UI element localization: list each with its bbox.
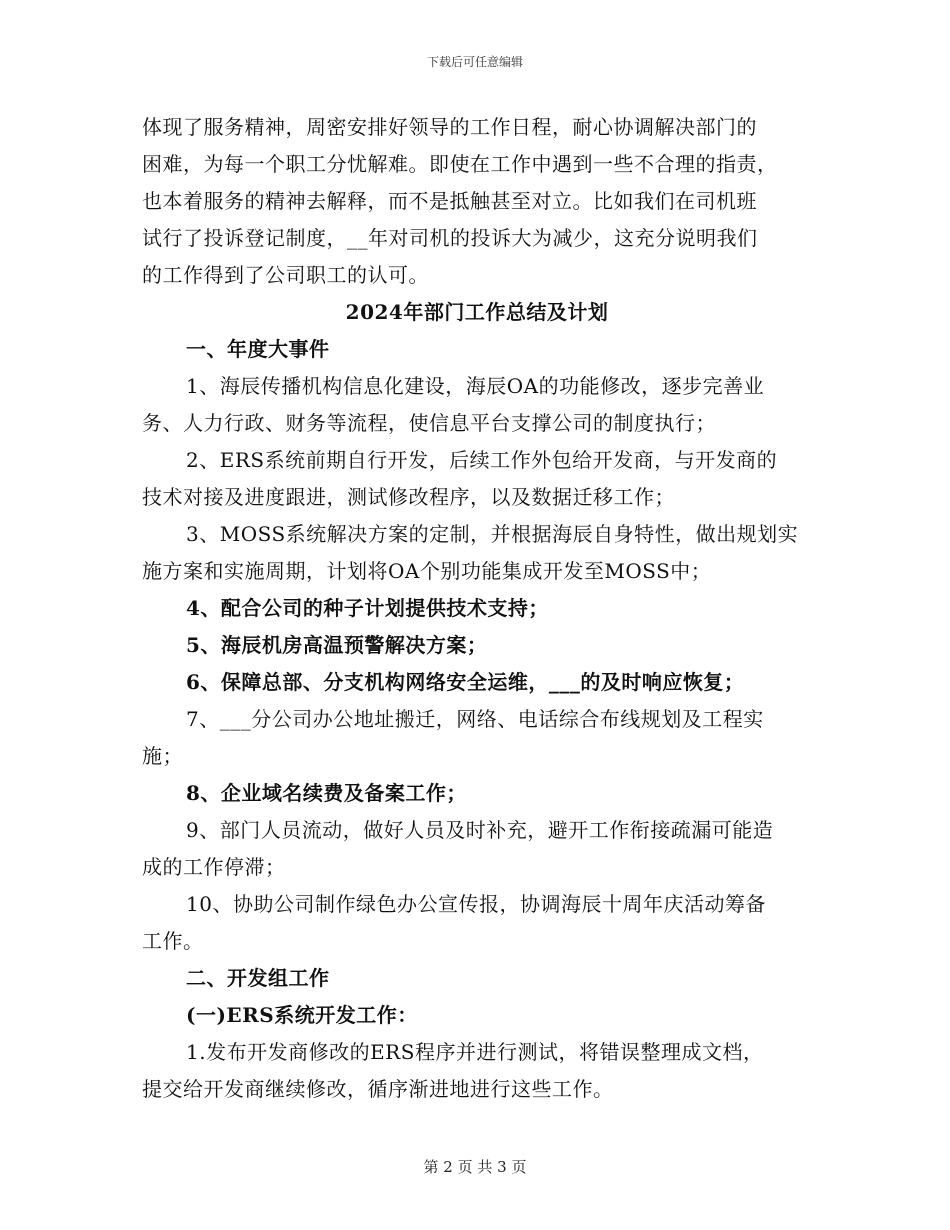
paragraph-line: 1、海辰传播机构信息化建设，海辰OA的功能修改，逐步完善业 — [186, 374, 765, 398]
page-footer: 第 2 页 共 3 页 — [423, 1158, 527, 1176]
paragraph-line: 5、海辰机房高温预警解决方案； — [186, 633, 488, 657]
paragraph-line: 体现了服务精神，周密安排好领导的工作日程，耐心协调解决部门的 — [142, 115, 757, 139]
paragraph-line: 困难，为每一个职工分忧解难。即使在工作中遇到一些不合理的指责， — [142, 152, 778, 176]
paragraph-line: 7、___分公司办公地址搬迁，网络、电话综合布线规划及工程实 — [186, 707, 764, 731]
paragraph-line: 施； — [142, 744, 183, 768]
paragraph-line: 技术对接及进度跟进，测试修改程序，以及数据迁移工作； — [142, 485, 675, 509]
paragraph-line: 3、MOSS系统解决方案的定制，并根据海辰自身特性，做出规划实 — [186, 522, 799, 546]
paragraph-line: 8、企业域名续费及备案工作； — [186, 781, 467, 805]
paragraph-line: 9、部门人员流动，做好人员及时补充，避开工作衔接疏漏可能造 — [186, 818, 774, 842]
document-body — [142, 109, 812, 1108]
paragraph-line: 务、人力行政、财务等流程，使信息平台支撑公司的制度执行； — [142, 411, 716, 435]
paragraph-line: 1.发布开发商修改的ERS程序并进行测试，将错误整理成文档， — [186, 1040, 764, 1064]
paragraph-line: 施方案和实施周期，计划将OA个别功能集成开发至MOSS中； — [142, 559, 712, 583]
section-title: 2024年部门工作总结及计划 — [345, 300, 609, 324]
paragraph-line: 成的工作停滞； — [142, 855, 286, 879]
paragraph-line: 试行了投诉登记制度，__年对司机的投诉大为减少，这充分说明我们 — [142, 226, 758, 250]
paragraph-line: 6、保障总部、分支机构网络安全运维，___的及时响应恢复； — [186, 670, 745, 694]
paragraph-line: 提交给开发商继续修改，循序渐进地进行这些工作。 — [142, 1077, 614, 1101]
paragraph-line: 2、ERS系统前期自行开发，后续工作外包给开发商，与开发商的 — [186, 448, 778, 472]
paragraph-line: 的工作得到了公司职工的认可。 — [142, 263, 429, 287]
paragraph-line: 一、年度大事件 — [186, 337, 330, 361]
paragraph-line: 工作。 — [142, 929, 204, 953]
page-header: 下载后可任意编辑 — [426, 55, 523, 69]
paragraph-line: 也本着服务的精神去解释，而不是抵触甚至对立。比如我们在司机班 — [142, 189, 757, 213]
paragraph-line: 二、开发组工作 — [186, 966, 330, 990]
paragraph-line: 4、配合公司的种子计划提供技术支持； — [186, 596, 549, 620]
paragraph-line: 10、协助公司制作绿色办公宣传报，协调海辰十周年庆活动筹备 — [186, 892, 766, 916]
paragraph-line: (一)ERS系统开发工作： — [186, 1003, 418, 1027]
